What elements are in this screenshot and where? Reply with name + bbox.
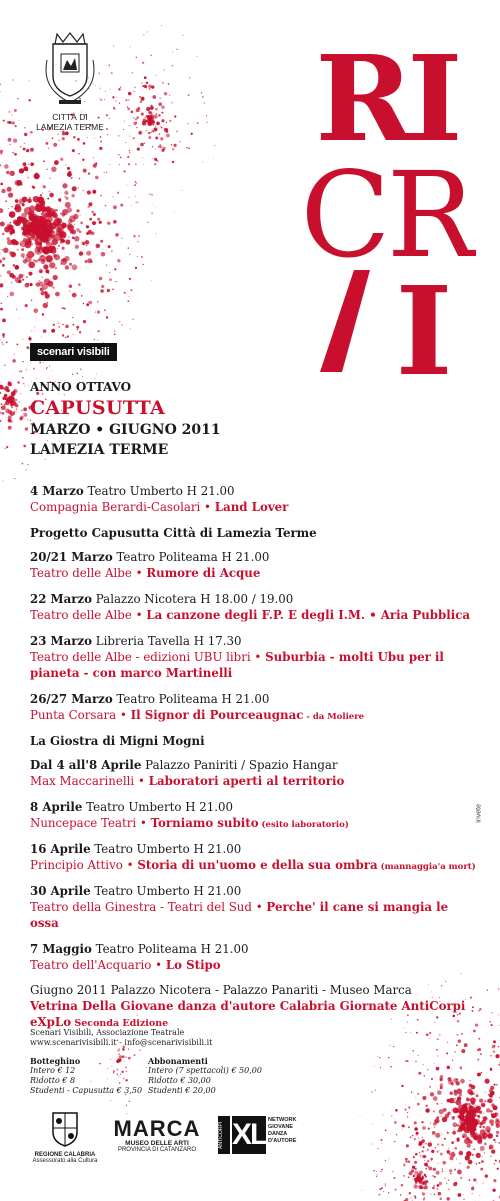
final-event-line2: Vetrina Della Giovane danza d'autore Calabria Giornate AntiCorpi — [30, 999, 466, 1013]
event-date: 7 Maggio — [30, 942, 92, 956]
event-note: (esito laboratorio) — [258, 820, 349, 830]
event-company: Compagnia Berardi-Casolari — [30, 500, 201, 514]
event-item: 26/27 Marzo Teatro Politeama H 21.00 Punta Corsara • Il Signor di Pourceaugnac - da Moliere — [30, 692, 365, 722]
event-show: Storia di un'uomo e della sua ombra — [137, 858, 378, 872]
edition-label: ANNO OTTAVO — [30, 380, 132, 394]
vertical-credit: invete — [476, 804, 483, 823]
section-heading — [30, 733, 480, 749]
section-heading-text: Progetto Capusutta Città di Lamezia Terme — [30, 526, 317, 540]
final-event-line3-rest: Seconda Edizione — [71, 1018, 169, 1029]
event-show: Perche' il cane si mangia le ossa — [30, 900, 449, 930]
event-note: (mannaggia'a mort) — [377, 862, 476, 872]
city-logo-line1: CITTÀ DI — [52, 112, 88, 122]
event-item: 22 Marzo Palazzo Nicotera H 18.00 / 19.00 Teatro delle Albe • La canzone degli F.P. E degli I.M. • Aria Pubblica — [30, 592, 471, 622]
network-mark: XL — [232, 1116, 266, 1154]
program-list — [30, 483, 480, 1040]
event-show: Laboratori aperti al territorio — [148, 774, 345, 788]
abbonamenti-line: Studenti € 20,00 — [148, 1086, 216, 1095]
regione-crest-icon — [50, 1110, 80, 1148]
big-letters-row2: CR — [300, 146, 472, 284]
marca-line2: PROVINCIA DI CATANZARO — [117, 1147, 197, 1153]
event-item: 8 Aprile Teatro Umberto H 21.00 Nuncepace Teatri • Torniamo subito (esito laboratorio) — [30, 800, 349, 830]
organization-web[interactable]: www.scenarivisibili.it - info@scenarivisibili.it — [30, 1038, 213, 1047]
marca-title: MARCA — [113, 1116, 201, 1141]
regione-calabria-logo — [30, 1110, 100, 1164]
regione-line1: REGIONE CALABRIA — [34, 1152, 96, 1158]
scenari-visibili-badge: scenari visibili — [30, 343, 117, 361]
big-letters-row3: I — [395, 259, 453, 378]
event-item: 30 Aprile Teatro Umberto H 21.00 Teatro della Ginestra - Teatri del Sud • Perche' il cane si mangia le ossa — [30, 884, 449, 930]
event-venue: Teatro Umberto H 21.00 — [90, 884, 242, 898]
organization-info — [30, 1028, 330, 1048]
botteghino-line: Ridotto € 8 — [30, 1076, 76, 1085]
section-heading-text: La Giostra di Migni Mogni — [30, 734, 205, 748]
event-show: Lo Stipo — [165, 958, 221, 972]
event-date: 26/27 Marzo — [30, 692, 113, 706]
brush-stroke-icon — [320, 270, 370, 372]
event-show: Torniamo subito — [150, 816, 259, 830]
event-date: 30 Aprile — [30, 884, 91, 898]
event-show: Land Lover — [214, 500, 289, 514]
event-venue: Palazzo Paniriti / Spazio Hangar — [141, 758, 338, 772]
abbonamenti-column — [148, 1056, 262, 1096]
abbonamenti-line: Ridotto € 30,00 — [148, 1076, 211, 1085]
event-venue: Teatro Politeama H 21.00 — [112, 550, 270, 564]
botteghino-line: Intero € 12 — [30, 1066, 76, 1075]
event-venue: Teatro Umberto H 21.00 — [82, 800, 234, 814]
big-letters-row1: RI — [315, 38, 457, 168]
event-date: 16 Aprile — [30, 842, 91, 856]
event-company: Teatro delle Albe — [30, 608, 132, 622]
event-company: Punta Corsara — [30, 708, 117, 722]
event-date: 8 Aprile — [30, 800, 83, 814]
event-date: 23 Marzo — [30, 634, 93, 648]
event-date: 20/21 Marzo — [30, 550, 113, 564]
event-company: Max Maccarinelli — [30, 774, 135, 788]
city-logo-line2: LAMEZIA TERME — [36, 122, 104, 132]
event-venue: Palazzo Nicotera H 18.00 / 19.00 — [92, 592, 294, 606]
event-item: 7 Maggio Teatro Politeama H 21.00 Teatro dell'Acquario • Lo Stipo — [30, 942, 249, 972]
organization-name: Scenari Visibili, Associazione Teatrale — [30, 1028, 185, 1037]
event-item: 4 Marzo Teatro Umberto H 21.00 Compagnia Berardi-Casolari • Land Lover — [30, 484, 289, 514]
event-date: 22 Marzo — [30, 592, 93, 606]
city-crest-icon — [41, 30, 99, 108]
section-heading — [30, 525, 480, 541]
event-company: Teatro delle Albe — [30, 566, 132, 580]
event-venue: Teatro Umberto H 21.00 — [90, 842, 242, 856]
event-note: - da Moliere — [303, 712, 365, 722]
event-show: Il Signor di Pourceaugnac — [130, 708, 304, 722]
event-date: Dal 4 all'8 Aprile — [30, 758, 142, 772]
event-venue: Teatro Politeama H 21.00 — [91, 942, 249, 956]
city-logo — [25, 30, 115, 132]
event-item: 20/21 Marzo Teatro Politeama H 21.00 Teatro delle Albe • Rumore di Acque — [30, 550, 270, 580]
event-item: 23 Marzo Libreria Tavella H 17.30 Teatro delle Albe - edizioni UBU libri • Suburbia - molti Ubu per il pianeta - con marco Martinelli — [30, 634, 444, 680]
final-event-line1: Giugno 2011 Palazzo Nicotera - Palazzo Panariti - Museo Marca — [30, 983, 412, 997]
network-text: NETWORK GIOVANE DANZA D'AUTORE — [268, 1117, 297, 1144]
event-item: 16 Aprile Teatro Umberto H 21.00 Principio Attivo • Storia di un'uomo e della sua ombra (mannaggia'a mort) — [30, 842, 476, 872]
botteghino-column — [30, 1056, 142, 1096]
abbonamenti-line: Intero (7 spettacoli) € 50,00 — [148, 1066, 262, 1075]
event-date: 4 Marzo — [30, 484, 84, 498]
marca-logo — [112, 1118, 202, 1153]
event-show: La canzone degli F.P. E degli I.M. • Aria Pubblica — [146, 608, 471, 622]
botteghino-line: Studenti - Capusutta € 3,50 — [30, 1086, 143, 1095]
abbonamenti-title: Abbonamenti — [148, 1056, 208, 1066]
festival-city: LAMEZIA TERME — [30, 442, 169, 458]
network-logo — [218, 1116, 328, 1154]
network-side: ANTICORPI — [218, 1116, 230, 1154]
event-item: Dal 4 all'8 Aprile Palazzo Paniriti / Spazio Hangar Max Maccarinelli • Laboratori aperti al territorio — [30, 758, 345, 788]
event-show: Rumore di Acque — [146, 566, 261, 580]
marca-line1: MUSEO DELLE ARTI — [125, 1140, 189, 1147]
big-title-letters — [296, 38, 476, 378]
event-venue: Teatro Politeama H 21.00 — [112, 692, 270, 706]
botteghino-title: Botteghino — [30, 1056, 81, 1066]
sponsor-logos — [30, 1110, 330, 1180]
event-company: Teatro dell'Acquario — [30, 958, 152, 972]
event-company: Teatro della Ginestra - Teatri del Sud — [30, 900, 252, 914]
regione-line2: Assessorato alla Cultura — [32, 1158, 98, 1164]
event-venue: Teatro Umberto H 21.00 — [83, 484, 235, 498]
event-show: Suburbia - molti Ubu per il pianeta - con marco Martinelli — [30, 650, 444, 680]
event-venue: Libreria Tavella H 17.30 — [92, 634, 242, 648]
final-event-line3-bold: eXpLo — [30, 1015, 72, 1029]
final-event — [30, 982, 480, 1032]
event-company: Principio Attivo — [30, 858, 123, 872]
festival-title: CAPUSUTTA — [30, 397, 166, 419]
event-company: Nuncepace Teatri — [30, 816, 137, 830]
festival-dates: MARZO • GIUGNO 2011 — [30, 422, 221, 438]
event-company: Teatro delle Albe - edizioni UBU libri — [30, 650, 251, 664]
